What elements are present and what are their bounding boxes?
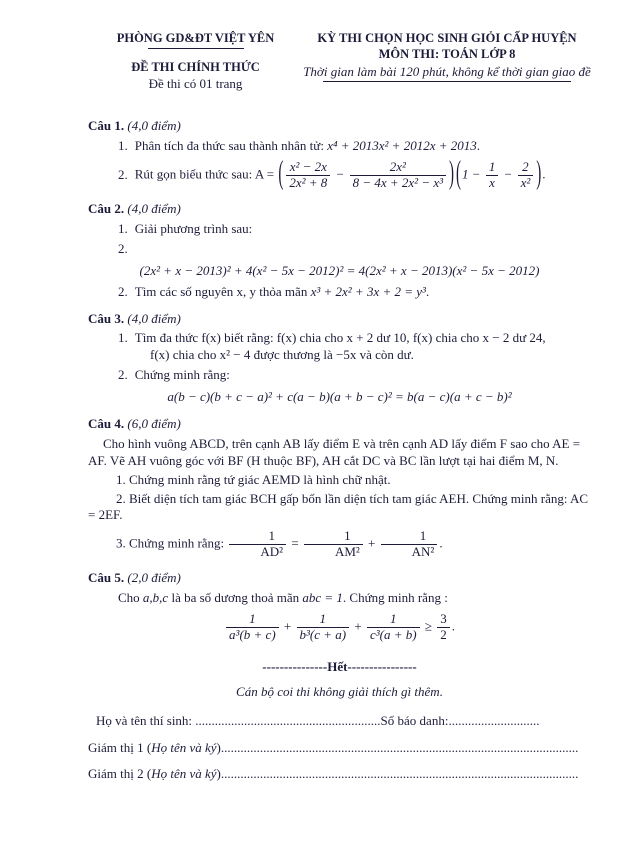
fraction-denominator: 8 − 4x + 2x² − x³ xyxy=(352,175,444,191)
fraction-denominator: x² xyxy=(520,175,531,191)
fraction xyxy=(304,529,363,560)
q1-item-1-text: Phân tích đa thức sau thành nhân tử: xyxy=(134,138,324,154)
q2-stray-number: 2. xyxy=(118,240,128,256)
q3-item-2 xyxy=(118,367,591,384)
proctor-note: Cán bộ coi thi không giải thích gì thêm. xyxy=(236,683,443,699)
q3-item-1-line1: Tìm đa thức f(x) biết rằng: f(x) chia cho x + 2 dư 10, f(x) chia cho x − 2 dư 24, xyxy=(134,330,546,346)
plus-operator: + xyxy=(283,618,292,634)
exam-type: ĐỀ THI CHÍNH THỨC xyxy=(131,60,260,75)
q5-intro xyxy=(118,590,591,607)
fraction xyxy=(297,612,350,643)
minus-operator: − xyxy=(503,166,513,182)
q1-item-2-lhs: A = xyxy=(254,166,275,182)
fraction xyxy=(229,529,286,560)
examiner-1-close: ) xyxy=(216,739,221,755)
fraction-denominator: c³(a + b) xyxy=(369,626,417,642)
fraction-numerator: 1 xyxy=(381,529,438,545)
equals-operator: = xyxy=(291,535,299,551)
fraction-denominator: x xyxy=(489,175,495,191)
question-1-points: (4,0 điểm) xyxy=(127,118,181,134)
fraction-numerator: 1 xyxy=(226,612,279,628)
fraction-denominator: AN² xyxy=(411,544,435,560)
q2-item-1-text: Giải phương trình sau: xyxy=(134,220,253,236)
question-3-points: (4,0 điểm) xyxy=(127,310,181,326)
q3-item-1-number: 1. xyxy=(118,330,128,346)
examiner-1-line xyxy=(88,740,591,757)
close-paren: ) xyxy=(536,156,542,193)
question-5-section xyxy=(88,570,591,643)
close-paren: ) xyxy=(449,156,455,193)
fraction-numerator: 1 xyxy=(304,529,363,545)
candidate-name-dots: ......................................................... xyxy=(195,712,381,728)
geq-operator: ≥ xyxy=(424,618,432,634)
q2-item-1 xyxy=(118,221,591,238)
examiner-2-note: Họ tên và ký xyxy=(151,766,217,782)
q3-item-2-text: Chứng minh rằng: xyxy=(134,367,230,383)
question-1-section xyxy=(88,118,591,191)
fraction-numerator: 3 xyxy=(437,612,450,628)
q2-item-2-text: Tìm các số nguyên x, y thỏa mãn xyxy=(134,283,308,299)
q5-equation xyxy=(88,612,591,643)
fraction-denominator: 2x² + 8 xyxy=(289,175,328,191)
header-left xyxy=(88,30,303,92)
question-2-label: Câu 2. xyxy=(88,201,125,217)
fraction-numerator: 1 xyxy=(229,529,286,545)
fraction-numerator: 1 xyxy=(486,160,499,176)
q4-item-3-end: . xyxy=(439,535,443,551)
exam-duration: Thời gian làm bài 120 phút, không kể thời gian giao đề xyxy=(303,63,591,79)
question-4-heading xyxy=(88,416,591,433)
q1-item-2-end: . xyxy=(542,166,546,182)
question-3-section xyxy=(88,311,591,406)
signature-block xyxy=(88,713,591,784)
q1-item-1-end: . xyxy=(476,138,480,154)
fraction-denominator: AD² xyxy=(260,544,284,560)
header-right xyxy=(303,30,591,92)
open-paren: ( xyxy=(278,156,284,193)
q5-intro-mid: là ba số dương thoả mãn xyxy=(171,590,300,606)
header-right-rule xyxy=(323,81,571,82)
fraction-numerator: 2x² xyxy=(350,160,446,176)
candidate-name-label: Họ và tên thí sinh: xyxy=(96,712,196,728)
q5-intro-math1: a,b,c xyxy=(142,590,169,606)
fraction xyxy=(437,612,450,643)
q4-item-1: 1. Chứng minh rằng tứ giác AEMD là hình chữ nhật. xyxy=(116,471,391,487)
fraction-denominator: b³(c + a) xyxy=(299,626,347,642)
q1-item-1-number: 1. xyxy=(118,138,128,154)
examiner-2-dots: .............................................................................................................. xyxy=(220,766,579,782)
q1-item-2 xyxy=(118,156,591,193)
question-3-heading xyxy=(88,311,591,328)
q3-item-2-number: 2. xyxy=(118,367,128,383)
question-5-points: (2,0 điểm) xyxy=(127,570,181,586)
q2-item-2-number: 2. xyxy=(118,283,128,299)
q5-intro-post: . Chứng minh rằng : xyxy=(342,590,448,606)
minus-operator: − xyxy=(335,166,345,182)
question-4-points: (6,0 điểm) xyxy=(127,415,181,431)
q3-item-1-line2: f(x) chia cho x² − 4 được thương là −5x và còn dư. xyxy=(150,347,414,363)
q5-intro-pre: Cho xyxy=(118,590,140,606)
question-5-heading xyxy=(88,570,591,587)
fraction xyxy=(350,160,446,191)
page-count-note: Đề thi có 01 trang xyxy=(148,75,243,91)
plus-operator: + xyxy=(368,535,376,551)
q1-one-minus: 1 − xyxy=(462,166,481,182)
examiner-1-note: Họ tên và ký xyxy=(151,739,217,755)
question-1-label: Câu 1. xyxy=(88,118,125,134)
header xyxy=(88,30,591,92)
fraction-numerator: 1 xyxy=(367,612,420,628)
fraction xyxy=(226,612,279,643)
q4-item-2: 2. Biết diện tích tam giác BCH gấp bốn lần diện tích tam giác AEH. Chứng minh rằng: AC = 2EF. xyxy=(88,490,589,523)
question-2-heading xyxy=(88,201,591,218)
q2-item-2-math: x³ + 2x² + 3x + 2 = y³ xyxy=(310,283,426,299)
q3-equation: a(b − c)(b + c − a)² + c(a − b)(a + b − c)² = b(a − c)(a + c − b)² xyxy=(167,389,512,405)
q1-item-2-text: Rút gọn biểu thức sau: xyxy=(134,166,253,182)
open-paren: ( xyxy=(456,156,462,193)
plus-operator: + xyxy=(354,618,362,634)
q4-item-3-text: 3. Chứng minh rằng: xyxy=(116,535,225,551)
fraction-numerator: 1 xyxy=(297,612,350,628)
q1-item-2-number: 2. xyxy=(118,166,128,182)
candidate-name-line xyxy=(96,713,591,730)
question-2-points: (4,0 điểm) xyxy=(127,201,181,217)
department-name: PHÒNG GD&ĐT VIỆT YÊN xyxy=(116,31,275,45)
exam-title: KỲ THI CHỌN HỌC SINH GIỎI CẤP HUYỆN xyxy=(317,31,577,45)
question-1-heading xyxy=(88,118,591,135)
fraction xyxy=(518,160,534,191)
examiner-2-close: ) xyxy=(216,766,221,782)
fraction-denominator: 2 xyxy=(440,626,447,642)
fraction-denominator: a³(b + c) xyxy=(229,626,276,642)
q2-equation: (2x² + x − 2013)² + 4(x² − 5x − 2012)² = 4(2x² + x − 2013)(x² − 5x − 2012) xyxy=(139,262,540,278)
fraction-numerator: x² − 2x xyxy=(286,160,330,176)
fraction xyxy=(381,529,438,560)
q1-item-1-math: x⁴ + 2013x² + 2012x + 2013 xyxy=(327,138,477,154)
q3-item-1 xyxy=(118,330,591,347)
examiner-1-dots: .............................................................................................................. xyxy=(220,739,579,755)
candidate-number-label: Số báo danh: xyxy=(380,712,449,728)
q4-intro-paragraph: Cho hình vuông ABCD, trên cạnh AB lấy điểm E và trên cạnh AD lấy điểm F sao cho AE = AF. Vẽ AH vuông góc với BF (H thuộc BF), AH cắt DC và BC lần lượt tại hai điểm M, N. xyxy=(88,435,581,468)
examiner-1-label: Giám thị 1 ( xyxy=(88,739,152,755)
q5-intro-math2: abc = 1 xyxy=(302,590,343,606)
examiner-2-label: Giám thị 2 ( xyxy=(88,766,152,782)
fraction xyxy=(486,160,499,191)
candidate-number-dots: ............................ xyxy=(448,712,540,728)
examiner-2-line xyxy=(88,766,591,783)
q5-end: . xyxy=(451,618,455,634)
question-2-section xyxy=(88,201,591,300)
fraction xyxy=(286,160,330,191)
fraction xyxy=(367,612,420,643)
q2-item-1-number: 1. xyxy=(118,220,128,236)
question-4-label: Câu 4. xyxy=(88,415,125,431)
q2-item-2-end: . xyxy=(425,283,430,299)
question-3-label: Câu 3. xyxy=(88,310,125,326)
header-left-rule xyxy=(148,48,244,49)
question-5-label: Câu 5. xyxy=(88,570,125,586)
q1-item-1 xyxy=(118,138,591,155)
fraction-numerator: 2 xyxy=(518,160,534,176)
fraction-denominator: AM² xyxy=(334,544,360,560)
end-divider: ---------------Hết---------------- xyxy=(262,658,417,674)
q2-item-2 xyxy=(118,284,591,301)
question-4-section xyxy=(88,416,591,560)
q4-item-3 xyxy=(88,529,591,560)
exam-subject: MÔN THI: TOÁN LỚP 8 xyxy=(378,47,516,62)
